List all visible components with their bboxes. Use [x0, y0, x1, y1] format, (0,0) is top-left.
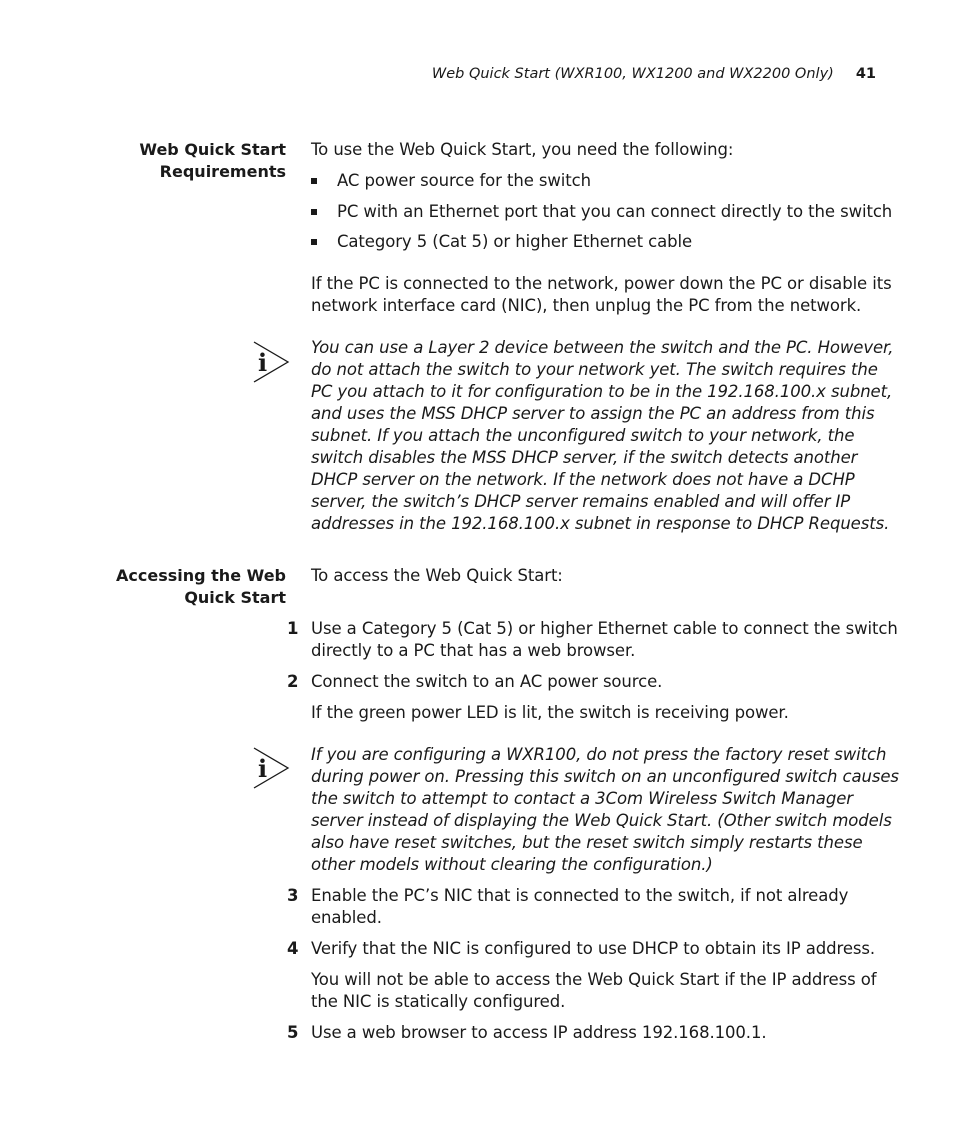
step-text: Use a Category 5 (Cat 5) or higher Ethernet cable to connect the switch directly to a PC that has a web browser. [311, 619, 898, 660]
svg-text:i: i [258, 754, 268, 783]
step-text: Enable the PC’s NIC that is connected to the switch, if not already enabled. [311, 886, 849, 927]
running-title: Web Quick Start (WXR100, WX1200 and WX2200 Only) [431, 66, 834, 82]
list-item: AC power source for the switch [311, 170, 901, 192]
step-followup: If the green power LED is lit, the switch is receiving power. [311, 703, 789, 722]
step-followup: You will not be able to access the Web Quick Start if the IP address of the NIC is statically configured. [311, 970, 877, 1011]
requirements-intro: To use the Web Quick Start, you need the following: [311, 140, 734, 159]
bullet-square-icon [311, 178, 317, 184]
info-icon [252, 340, 292, 384]
accessing-note: If you are configuring a WXR100, do not press the factory reset switch during power on. Pressing this switch on an unconfigured switch causes the switch to attempt to contact a 3Com Wireless Switch Manager server instead of displaying the Web Quick Start. (Other switch models also have reset switches, but the reset switch simply restarts these other models without clearing the configuration.) [311, 745, 899, 874]
info-icon [252, 746, 292, 790]
section-heading-accessing: Accessing the Web Quick Start [116, 566, 286, 607]
bullet-square-icon [311, 239, 317, 245]
step-text: Connect the switch to an AC power source. [311, 672, 663, 691]
list-item: PC with an Ethernet port that you can connect directly to the switch [311, 201, 901, 223]
requirements-note: You can use a Layer 2 device between the switch and the PC. However, do not attach the switch to your network yet. The switch requires the PC you attach to it for configuration to be in the 192.168.100.x subnet, and uses the MSS DHCP server to assign the PC an address from this subnet. If you attach the unconfigured switch to your network, the switch disables the MSS DHCP server, if the switch detects another DHCP server on the network. If the network does not have a DCHP server, the switch’s DHCP server remains enabled and will offer IP addresses in the 192.168.100.x subnet in response to DHCP Requests. [311, 338, 894, 533]
step-number: 3 [287, 886, 299, 905]
step-number: 4 [287, 939, 299, 958]
svg-text:i: i [258, 348, 268, 377]
bullet-square-icon [311, 209, 317, 215]
step-number: 5 [287, 1023, 299, 1042]
list-item: Category 5 (Cat 5) or higher Ethernet cable [311, 231, 901, 253]
running-header [432, 66, 876, 82]
page-number: 41 [855, 66, 876, 82]
step-text: Verify that the NIC is configured to use DHCP to obtain its IP address. [311, 939, 876, 958]
accessing-intro: To access the Web Quick Start: [311, 566, 563, 585]
step-text: Use a web browser to access IP address 192.168.100.1. [311, 1023, 767, 1042]
step-number: 2 [287, 672, 299, 691]
step-number: 1 [287, 619, 299, 638]
requirements-paragraph: If the PC is connected to the network, power down the PC or disable its network interface card (NIC), then unplug the PC from the network. [311, 274, 892, 315]
requirements-list [311, 170, 901, 262]
section-heading-requirements: Web Quick Start Requirements [139, 140, 286, 181]
